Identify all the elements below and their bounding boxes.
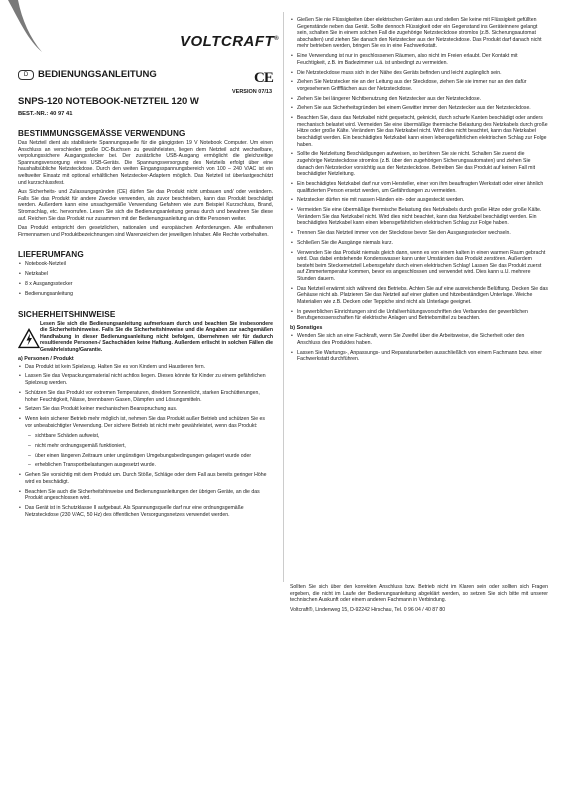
right-column	[290, 17, 548, 366]
list-item: • Netzstecker dürfen nie mit nassen Händen ein- oder ausgesteckt werden.	[290, 197, 548, 204]
list-item: • Schließen Sie die Ausgänge niemals kurz.	[290, 240, 548, 247]
list-item: • Eine Verwendung ist nur in geschlossenen Räumen, also nicht im Freien erlaubt. Der Kontakt mit Feuchtigkeit, z.B. im Badezimmer u.ä. ist unbedingt zu vermeiden.	[290, 53, 548, 66]
list-item: • 8 x Ausgangsstecker	[18, 281, 273, 288]
intended-use-paragraph: Das Produkt entspricht den gesetzlichen, nationalen und europäischen Anforderungen. Alle enthaltenen Firmennamen und Produktbezeichnungen sind Warenzeichen der jeweiligen Inhaber. Alle Rechte vorbehalten.	[18, 225, 273, 238]
swoosh-decoration-icon	[0, 0, 60, 60]
closing-section	[290, 584, 548, 616]
list-item: • Wenn kein sicherer Betrieb mehr möglich ist, nehmen Sie das Produkt außer Betrieb und schützen Sie es vor unbeabsichtigter Verwendung. Der sichere Betrieb ist nicht mehr gewährleistet, wenn das Produkt:	[18, 416, 273, 429]
list-item: • Lassen Sie das Verpackungsmaterial nicht achtlos liegen. Dieses könnte für Kinder zu einem gefährlichen Spielzeug werden.	[18, 373, 273, 386]
list-item: • Wenden Sie sich an eine Fachkraft, wenn Sie Zweifel über die Arbeitsweise, die Sicherheit oder den Anschluss des Produktes haben.	[290, 333, 548, 346]
list-item: • Das Netzteil erwärmt sich während des Betriebs. Achten Sie auf eine ausreichende Belüftung. Decken Sie das Gehäuse nicht ab. Platzieren Sie das Netzteil auf einer glatten und hitzebeständigen Unterlage. Weiche Materialien wie z.B. Decken oder Teppiche sind nicht als Unterlage geeignet.	[290, 286, 548, 306]
list-item: • Bedienungsanleitung	[18, 291, 273, 298]
subheading-persons-product: a) Personen / Produkt	[18, 355, 74, 362]
list-item: • Gießen Sie nie Flüssigkeiten über elektrischen Geräten aus und stellen Sie keine mit Flüssigkeit gefüllten Gegenstände neben das Gerät. Sollte dennoch Flüssigkeit oder ein Gegenstand ins Geräteinnere gelangt sein, schalten Sie in einem solchen Fall die zugehörige Netzsteckdose stromlos (z.B. Sicherungsautomat abschalten) und ziehen Sie danach den Netzstecker aus der Netzsteckdose. Das Produkt darf danach nicht mehr betrieben werden, bringen Sie es in eine Fachwerkstatt.	[290, 17, 548, 50]
delivery-list	[18, 261, 273, 297]
list-item: • Ein beschädigtes Netzkabel darf nur vom Hersteller, einer von ihm beauftragten Werkstatt oder einer ähnlich qualifizierten Person ersetzt werden, um Gefährdungen zu vermeiden.	[290, 181, 548, 194]
list-item: • Lassen Sie Wartungs-, Anpassungs- und Reparaturarbeiten ausschließlich von einem Fachmann bzw. einer Fachwerkstatt durchführen.	[290, 350, 548, 363]
ce-mark-icon: CE	[254, 70, 273, 86]
list-item: • Trennen Sie das Netzteil immer von der Steckdose bevor Sie den Ausgangsstecker wechseln.	[290, 230, 548, 237]
list-item: • Ziehen Sie Netzstecker nie an der Leitung aus der Steckdose, ziehen Sie sie immer nur an den dafür vorgesehenen Griffflächen aus der Netzsteckdose.	[290, 79, 548, 92]
list-item: • Setzen Sie das Produkt keiner mechanischen Beanspruchung aus.	[18, 406, 273, 413]
list-item: • Ziehen Sie bei längerer Nichtbenutzung den Netzstecker aus der Netzsteckdose.	[290, 96, 548, 103]
left-column	[18, 68, 273, 522]
list-item: • Die Netzsteckdose muss sich in der Nähe des Geräts befinden und leicht zugänglich sein.	[290, 70, 548, 77]
list-item: • Netzkabel	[18, 271, 273, 278]
language-code-icon: D	[18, 70, 34, 80]
list-item: – nicht mehr ordnungsgemäß funktioniert,	[28, 443, 273, 450]
misc-list	[290, 333, 548, 363]
company-address: Voltcraft®, Lindenweg 15, D-92242 Hirschau, Tel. 0 96 04 / 40 87 80	[290, 606, 446, 613]
intended-use-heading: BESTIMMUNGSGEMÄSSE VERWENDUNG	[18, 129, 186, 138]
intended-use-paragraph: Aus Sicherheits- und Zulassungsgründen (CE) dürfen Sie das Produkt nicht umbauen und/ oder verändern. Falls Sie das Produkt für andere Zwecke verwenden, als zuvor beschrieben, kann das Produkt beschädigt werden. Außerdem kann eine unsachgemäße Verwendung Gefahren wie zum Beispiel Kurzschluss, Brand, Stromschlag, etc. hervorrufen. Lesen Sie sich die Bedienungsanleitung genau durch und bewahren Sie diese auf. Reichen Sie das Produkt nur zusammen mit der Bedienungsanleitung an dritte Personen weiter.	[18, 189, 273, 222]
list-item: • Das Gerät ist in Schutzklasse II aufgebaut. Als Spannungsquelle darf nur eine ordnungsgemäße Netzsteckdose (230 V/AC, 50 Hz) des öffentlichen Versorgungsnetzes verwendet werden.	[18, 505, 273, 518]
list-item: • Schützen Sie das Produkt vor extremen Temperaturen, direktem Sonnenlicht, starken Erschütterungen, hoher Feuchtigkeit, Nässe, brennbaren Gasen, Dämpfen und Lösungsmitteln.	[18, 390, 273, 403]
closing-paragraph: Sollten Sie sich über den korrekten Anschluss bzw. Betrieb nicht im Klaren sein oder sollten sich Fragen ergeben, die nicht im Laufe der Bedienungsanleitung abgeklärt werden, so setzen Sie sich bitte mit unserer technischen Auskunft oder einem anderen Fachmann in Verbindung.	[290, 584, 548, 604]
manual-header	[18, 69, 273, 80]
list-item: • Vermeiden Sie eine übermäßige thermische Belastung des Netzkabels durch große Hitze oder große Kälte. Verändern Sie das Netzkabel nicht. Wird dies nicht beachtet, kann das Netzkabel beschädigt werden. Ein beschädigtes Netzkabel kann einen lebensgefährlichen elektrischen Schlag zur Folge haben.	[290, 207, 548, 227]
safety-list-a2	[18, 472, 273, 518]
list-item: • Beachten Sie auch die Sicherheitshinweise und Bedienungsanleitungen der übrigen Geräte, an die das Produkt angeschlossen wird.	[18, 489, 273, 502]
list-item: • Beachten Sie, dass das Netzkabel nicht gequetscht, geknickt, durch scharfe Kanten beschädigt oder anders mechanisch belastet wird. Vermeiden Sie eine übermäßige thermische Belastung des Netzkabels durch große Hitze oder große Kälte. Verändern Sie das Netzkabel nicht. Wird dies nicht beachtet, kann das Netzkabel beschädigt werden. Ein beschädigtes Netzkabel kann einen lebensgefährlichen elektrischen Schlag zur Folge haben.	[290, 115, 548, 148]
product-title: SNPS-120 NOTEBOOK-NETZTEIL 120 W	[18, 96, 199, 107]
manual-title: BEDIENUNGSANLEITUNG	[38, 69, 157, 80]
safety-sub-list	[18, 433, 273, 469]
safety-list-right	[290, 17, 548, 322]
list-item: • In gewerblichen Einrichtungen sind die Unfallverhütungsvorschriften des Verbandes der gewerblichen Berufsgenossenschaften für elektrische Anlagen und Betriebsmittel zu beachten.	[290, 309, 548, 322]
delivery-heading: LIEFERUMFANG	[18, 250, 84, 260]
list-item: – sichtbare Schäden aufweist,	[28, 433, 273, 440]
order-number: BEST.-NR.: 40 97 41	[18, 111, 73, 117]
list-item: • Notebook-Netzteil	[18, 261, 273, 268]
list-item: • Gehen Sie vorsichtig mit dem Produkt um. Durch Stöße, Schläge oder dem Fall aus bereits geringer Höhe wird es beschädigt.	[18, 472, 273, 485]
safety-list-a	[18, 364, 273, 430]
column-divider	[283, 12, 284, 582]
list-item: • Verwenden Sie das Produkt niemals gleich dann, wenn es von einem kalten in einen warmen Raum gebracht wird. Das dabei entstehende Kondenswasser kann unter Umständen das Produkt zerstören. Außerdem besteht beim Steckernetzteil Lebensgefahr durch einen elektrischen Schlag! Lassen Sie das Produkt zuerst auf Zimmertemperatur kommen, bevor es angeschlossen und verwendet wird. Dies kann u.U. mehrere Stunden dauern.	[290, 250, 548, 283]
warning-text: Lesen Sie sich die Bedienungsanleitung aufmerksam durch und beachten Sie insbesondere die Sicherheitshinweise. Falls Sie die Sicherheitshinweise und die Angaben zur sachgemäßen Handhabung in dieser Bedienungsanleitung nicht befolgen, übernehmen wir für dadurch resultierende Personen-/ Sachschäden keine Haftung. Außerdem erlischt in solchen Fällen die Gewährleistung/Garantie.	[40, 320, 273, 353]
list-item: • Sollte die Netzleitung Beschädigungen aufweisen, so berühren Sie sie nicht. Schalten Sie zuerst die zugehörige Netzsteckdose stromlos (z.B. über den zugehörigen Sicherungsautomaten) und ziehen Sie danach den Netzstecker vorsichtig aus der Netzsteckdose. Betreiben Sie das Produkt auf keinen Fall mit beschädigter Netzleitung.	[290, 151, 548, 177]
list-item: – über einen längeren Zeitraum unter ungünstigen Umgebungsbedingungen gelagert wurde oder	[28, 453, 273, 460]
safety-heading: SICHERHEITSHINWEISE	[18, 309, 116, 319]
list-item: • Ziehen Sie aus Sicherheitsgründen bei einem Gewitter immer den Netzstecker aus der Netzsteckdose.	[290, 105, 548, 112]
brand-logo: VOLTCRAFT®	[180, 33, 280, 50]
safety-warning	[18, 321, 273, 354]
subheading-misc: b) Sonstiges	[290, 325, 323, 332]
list-item: • Das Produkt ist kein Spielzeug. Halten Sie es von Kindern und Haustieren fern.	[18, 364, 273, 371]
warning-triangle-icon	[18, 323, 40, 354]
intended-use-paragraph: Das Netzteil dient als stabilisierte Spannungsquelle für die gängigsten 19 V Notebook Computer. Um einen Anschluss an verschieden große DC-Buchsen zu gewährleisten, liegen dem Netzteil acht wechselbare, verpolungssichere Ausgangsstecker bei. Der zusätzliche USB-Ausgang ermöglicht die gleichzeitige Spannungsversorgung eines USB-Geräts. Die Spannungsversorgung des Netzteils erfolgt über eine haushaltsübliche Netzsteckdose. Durch den weiten Eingangsspannungsbereich von 100 – 240 V/AC ist ein weltweiter Einsatz mit optional erhältlichen Netzstecker-Adaptern möglich. Das Netzteil ist überlastgeschützt und kurzschlussfest.	[18, 140, 273, 186]
version-label: VERSION 07/13	[232, 89, 273, 95]
list-item: – erheblichen Transportbelastungen ausgesetzt wurde.	[28, 462, 273, 469]
